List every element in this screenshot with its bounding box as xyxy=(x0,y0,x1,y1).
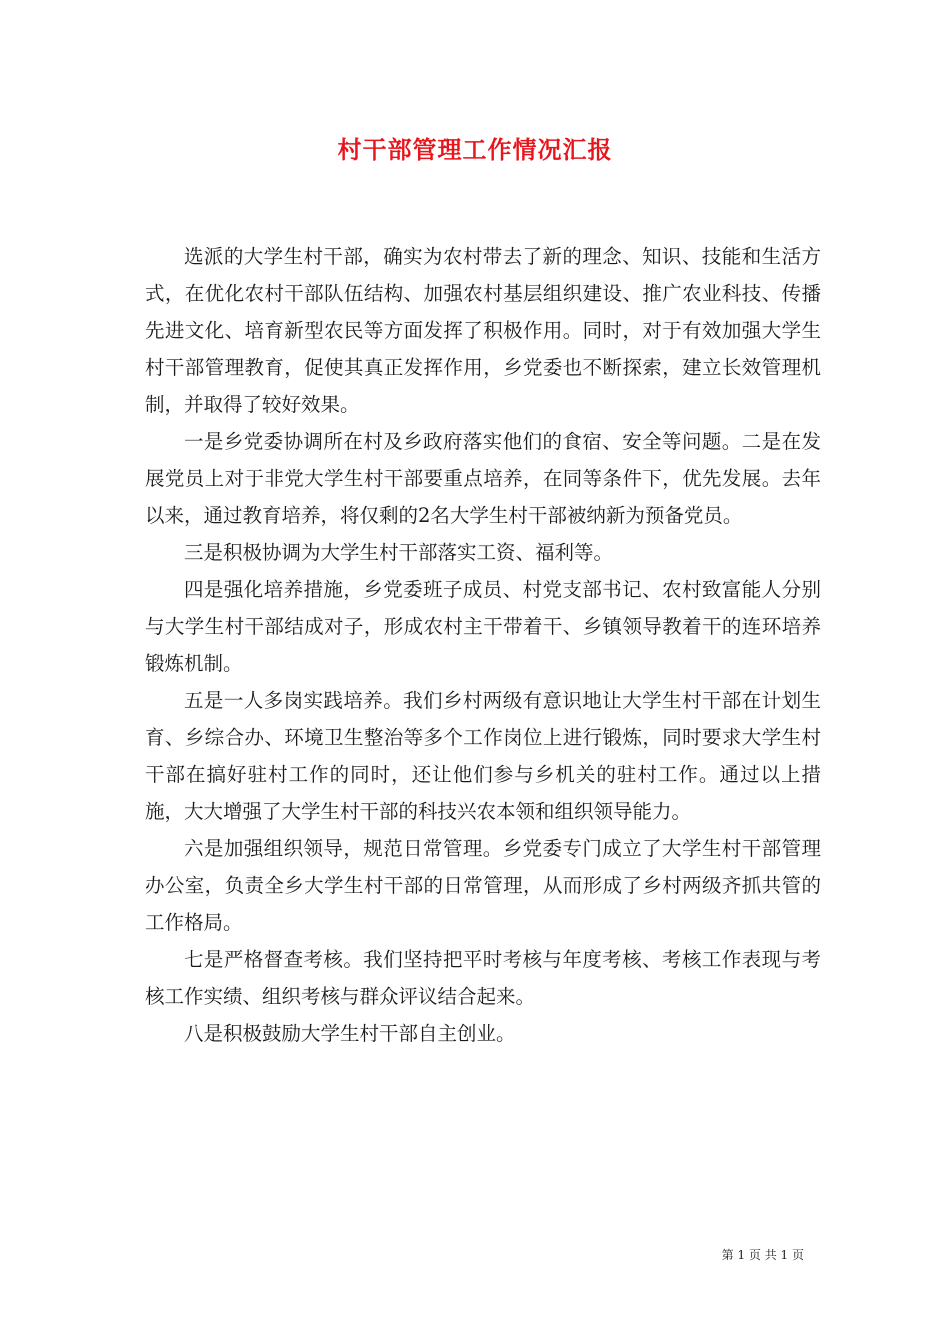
paragraph: 六是加强组织领导，规范日常管理。乡党委专门成立了大学生村干部管理办公室，负责全乡大学生村干部的日常管理，从而形成了乡村两级齐抓共管的工作格局。 xyxy=(145,837,821,934)
document-title: 村干部管理工作情况汇报 xyxy=(337,135,613,164)
paragraph: 选派的大学生村干部，确实为农村带去了新的理念、知识、技能和生活方式，在优化农村干部队伍结构、加强农村基层组织建设、推广农业科技、传播先进文化、培育新型农民等方面发挥了积极作用。同时，对于有效加强大学生村干部管理教育，促使其真正发挥作用，乡党委也不断探索，建立长效管理机制，并取得了较好效果。 xyxy=(145,245,821,416)
paragraph: 四是强化培养措施，乡党委班子成员、村党支部书记、农村致富能人分别与大学生村干部结成对子，形成农村主干带着干、乡镇领导教着干的连环培养锻炼机制。 xyxy=(145,578,821,675)
paragraph: 一是乡党委协调所在村及乡政府落实他们的食宿、安全等问题。二是在发展党员上对于非党大学生村干部要重点培养，在同等条件下，优先发展。去年以来，通过教育培养，将仅剩的2名大学生村干部被纳新为预备党员。 xyxy=(145,430,821,527)
paragraph: 八是积极鼓励大学生村干部自主创业。 xyxy=(184,1022,516,1045)
document-body xyxy=(145,238,821,1052)
paragraph: 七是严格督查考核。我们坚持把平时考核与年度考核、考核工作表现与考核工作实绩、组织考核与群众评议结合起来。 xyxy=(145,948,821,1008)
paragraph: 三是积极协调为大学生村干部落实工资、福利等。 xyxy=(184,541,614,564)
page-number-footer: 第 1 页 共 1 页 xyxy=(721,1248,804,1262)
paragraph: 五是一人多岗实践培养。我们乡村两级有意识地让大学生村干部在计划生育、乡综合办、环境卫生整治等多个工作岗位上进行锻炼，同时要求大学生村干部在搞好驻村工作的同时，还让他们参与乡机关的驻村工作。通过以上措施，大大增强了大学生村干部的科技兴农本领和组织领导能力。 xyxy=(145,689,821,823)
